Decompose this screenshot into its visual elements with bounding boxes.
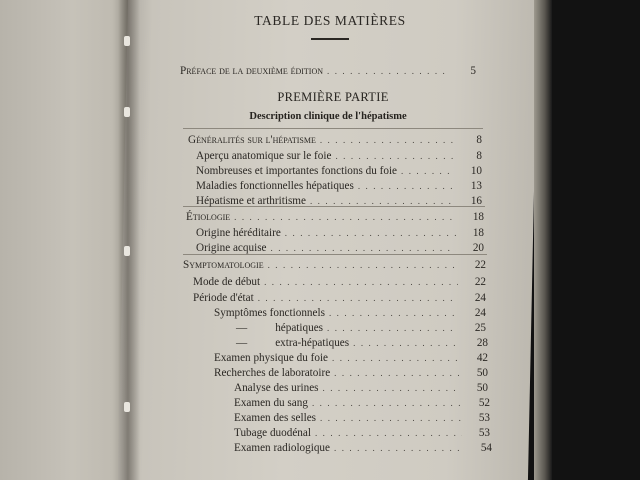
dot-leader <box>335 150 454 163</box>
dot-leader <box>353 337 460 350</box>
toc-entry <box>196 227 484 240</box>
dot-leader <box>285 227 456 240</box>
dot-leader <box>234 211 456 224</box>
toc-entry-dash: — <box>236 337 248 349</box>
toc-entry <box>196 242 484 255</box>
toc-entry-page: 16 <box>470 195 482 207</box>
toc-entry <box>234 412 490 425</box>
toc-entry <box>214 367 488 380</box>
part-title: PREMIÈRE PARTIE <box>277 90 389 104</box>
toc-entry-page: 50 <box>476 382 488 394</box>
toc-entry-page: 52 <box>478 397 490 409</box>
dot-leader <box>320 412 462 425</box>
toc-entry-page: 18 <box>472 211 484 223</box>
dot-leader <box>323 382 460 395</box>
toc-entry-label: Hépatisme et arthritisme <box>196 195 306 207</box>
toc-entry-label: Examen du sang <box>234 397 308 409</box>
toc-entry-label: Recherches de laboratoire <box>214 367 331 379</box>
toc-entry-label: Symptomatologie <box>183 259 264 271</box>
toc-entry <box>214 307 486 320</box>
dot-leader <box>271 242 456 255</box>
toc-entry-label: Période d'état <box>193 292 254 304</box>
toc-entry-page: 24 <box>474 307 486 319</box>
toc-entry-page: 22 <box>474 259 486 271</box>
toc-entry <box>236 337 488 350</box>
toc-entry <box>196 180 482 193</box>
toc-entry <box>214 352 488 365</box>
toc-entry-label: Origine acquise <box>196 242 267 254</box>
toc-entry-page: 8 <box>476 150 482 162</box>
dot-leader <box>327 65 448 78</box>
toc-entry-label: extra-hépatiques <box>275 337 350 349</box>
toc-entry <box>234 427 490 440</box>
section-heading: Description clinique de l'hépatisme <box>249 111 407 122</box>
toc-entry <box>193 292 486 305</box>
toc-entry-label: Maladies fonctionnelles hépatiques <box>196 180 354 192</box>
section-rule <box>183 128 483 129</box>
dot-leader <box>327 322 458 335</box>
toc-entry <box>234 442 492 455</box>
toc-entry-page: 54 <box>480 442 492 454</box>
toc-entry <box>196 165 482 178</box>
dot-leader <box>332 352 460 365</box>
toc-entry-label: Analyse des urines <box>234 382 319 394</box>
toc-entry-page: 24 <box>474 292 486 304</box>
toc-entry-page: 13 <box>470 180 482 192</box>
toc-entry-page: 53 <box>478 427 490 439</box>
dot-leader <box>315 427 462 440</box>
toc-entry-label: Aperçu anatomique sur le foie <box>196 150 332 162</box>
toc-entry <box>236 322 486 335</box>
dot-leader <box>329 307 458 320</box>
dot-leader <box>310 195 454 208</box>
toc-entry-label: Nombreuses et importantes fonctions du foie <box>196 165 398 177</box>
dot-leader <box>268 259 458 272</box>
toc-entry-label: hépatiques <box>275 322 324 334</box>
toc-entry-label: Examen radiologique <box>234 442 330 454</box>
toc-entry-page: 8 <box>476 134 482 146</box>
dot-leader <box>401 165 454 178</box>
toc-entry <box>196 150 482 163</box>
toc-entry <box>234 382 488 395</box>
dot-leader <box>320 134 454 147</box>
toc-entry <box>193 276 486 289</box>
dot-leader <box>334 367 460 380</box>
dot-leader <box>358 180 454 193</box>
title-rule <box>311 38 349 40</box>
dot-leader <box>264 276 458 289</box>
toc-entry-page: 53 <box>478 412 490 424</box>
toc-entry-label: Préface de la deuxième édition <box>180 65 324 77</box>
toc-entry <box>188 134 482 147</box>
toc-entry-page: 50 <box>476 367 488 379</box>
toc-entry-preface <box>180 65 476 78</box>
toc-entry-label: Tubage duodénal <box>234 427 311 439</box>
toc-entry <box>196 195 482 208</box>
toc-entry <box>183 259 486 272</box>
toc-entry-label: Origine héréditaire <box>196 227 281 239</box>
toc-entry-page: 22 <box>474 276 486 288</box>
toc-entry-page: 25 <box>474 322 486 334</box>
toc-entry-page: 10 <box>470 165 482 177</box>
dot-leader <box>334 442 464 455</box>
toc-entry-label: Examen physique du foie <box>214 352 329 364</box>
toc-entry-label: Mode de début <box>193 276 261 288</box>
toc-entry <box>186 211 484 224</box>
toc-entry-page: 20 <box>472 242 484 254</box>
toc-entry-label: Examen des selles <box>234 412 317 424</box>
toc-entry-label: Étiologie <box>186 211 231 223</box>
toc-entry-label: Généralités sur l'hépatisme <box>188 134 316 146</box>
toc-entry-page: 18 <box>472 227 484 239</box>
dot-leader <box>312 397 462 410</box>
dot-leader <box>258 292 458 305</box>
toc-entry-page: 28 <box>476 337 488 349</box>
toc-entry-label: Symptômes fonctionnels <box>214 307 325 319</box>
toc-entry-dash: — <box>236 322 248 334</box>
page-title: TABLE DES MATIÈRES <box>254 13 406 28</box>
toc-entry-page: 5 <box>470 65 476 77</box>
toc-entry <box>234 397 490 410</box>
toc-entry-page: 42 <box>476 352 488 364</box>
